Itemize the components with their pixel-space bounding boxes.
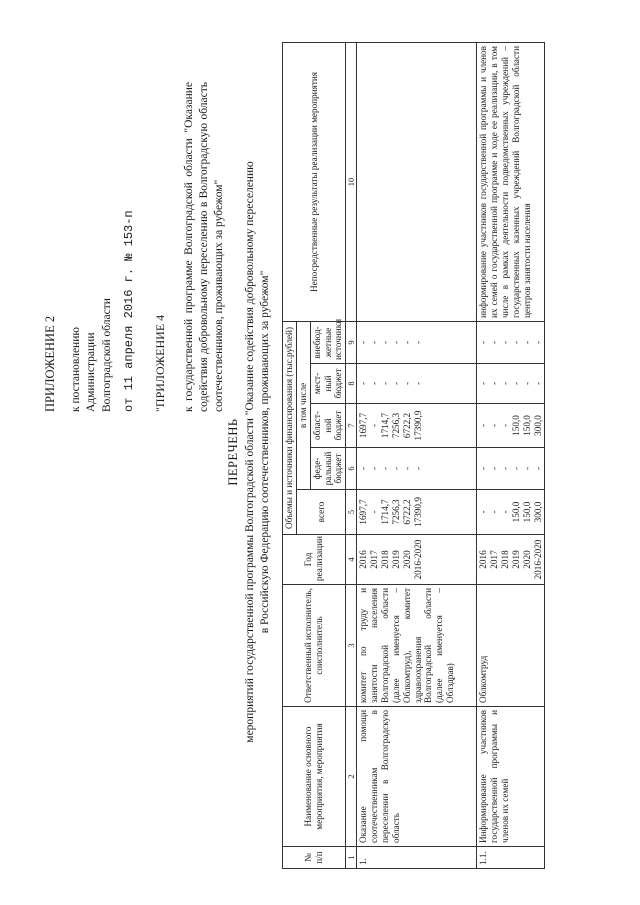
regional-value: 1714,7 xyxy=(380,412,391,439)
executor-cell: комитет по труду и занятости населения Волгоградской области (далее именуется – Облкомтруд), комитет здравоохранения Волгоградской области (далее именуется – Облздрав) xyxy=(357,585,477,707)
appendix-header xyxy=(42,82,227,412)
federal-value: - xyxy=(412,466,423,471)
regional-value: - xyxy=(478,423,489,428)
year-value: 2016 xyxy=(358,550,369,569)
year-value: 2017 xyxy=(489,550,500,569)
local-value: - xyxy=(478,381,489,386)
total-cell xyxy=(477,490,545,535)
total-value: - xyxy=(500,510,511,514)
total-value: 1697,7 xyxy=(358,499,369,525)
extra-value: - xyxy=(401,340,412,345)
year-value: 2018 xyxy=(500,550,511,569)
extra-value: - xyxy=(500,340,511,345)
row-number: 1.1. xyxy=(477,847,545,869)
federal-value: - xyxy=(478,466,489,471)
header-year: Год реализации xyxy=(283,535,346,585)
total-value: 17390,9 xyxy=(412,497,423,527)
decree-line: Администрации xyxy=(85,332,98,412)
federal-value: - xyxy=(369,466,380,471)
total-value: - xyxy=(369,510,380,514)
extra-value: - xyxy=(489,340,500,345)
federal-value: - xyxy=(380,466,391,471)
result-cell xyxy=(357,43,477,322)
header-executor: Ответственный исполнитель, соисполнитель xyxy=(283,585,346,707)
extra-value: - xyxy=(380,340,391,345)
extra-value: - xyxy=(358,340,369,345)
year-value: 2016-2020 xyxy=(532,539,543,580)
activity-name: Оказание помощи соотечественникам в переселении в Волгоградскую область xyxy=(357,707,477,847)
column-number: 4 xyxy=(346,535,357,585)
column-number: 3 xyxy=(346,585,357,707)
document-subtitle-line: мероприятий государственной программы Волгоградской области "Оказание содействия добровольному переселению xyxy=(244,161,257,743)
regional-value: - xyxy=(369,423,380,428)
local-value: - xyxy=(358,381,369,386)
year-value: 2018 xyxy=(380,550,391,569)
regional-value: - xyxy=(489,423,500,428)
year-value: 2019 xyxy=(390,550,401,569)
regional-value: 7256,3 xyxy=(390,412,401,439)
local-cell xyxy=(477,364,545,404)
year-value: 2019 xyxy=(510,550,521,569)
total-value: 7256,3 xyxy=(390,499,401,525)
regional-value: 150,0 xyxy=(510,415,521,436)
federal-value: - xyxy=(510,466,521,471)
extra-value: - xyxy=(478,340,489,345)
executor-cell: Облкомтруд xyxy=(477,585,545,707)
total-value: 300,0 xyxy=(532,501,543,523)
federal-cell xyxy=(477,448,545,490)
extra-value: - xyxy=(412,340,423,345)
federal-value: - xyxy=(401,466,412,471)
header-num: № п/п xyxy=(283,847,346,869)
program-reference: к государственной программе Волгоградской области "Оказание содействия добровольному переселению в Волгоградскую область соотечественников, проживающих за рубежом" xyxy=(182,82,225,412)
local-value: - xyxy=(369,381,380,386)
regional-cell xyxy=(477,404,545,448)
decree-date: от 11 апреля 2016 г. № 153-п xyxy=(122,210,137,412)
total-cell xyxy=(357,490,477,535)
extra-value: - xyxy=(532,340,543,345)
table-row xyxy=(357,43,477,869)
federal-value: - xyxy=(489,466,500,471)
header-regional: област- ной бюджет xyxy=(310,404,346,448)
local-value: - xyxy=(500,381,511,386)
local-value: - xyxy=(380,381,391,386)
document-title-block xyxy=(225,67,273,837)
total-value: - xyxy=(489,510,500,514)
year-value: 2017 xyxy=(369,550,380,569)
year-value: 2020 xyxy=(401,550,412,569)
years-cell xyxy=(357,535,477,585)
column-number: 5 xyxy=(346,490,357,535)
header-including: в том числе xyxy=(296,322,310,490)
total-value: 6722,2 xyxy=(401,499,412,525)
column-number: 1 xyxy=(346,847,357,869)
regional-value: - xyxy=(500,423,511,428)
header-activity-name: Наименование основного мероприятия, мероприятия xyxy=(283,707,346,847)
year-value: 2016-2020 xyxy=(412,539,423,580)
column-number: 9 xyxy=(346,322,357,364)
extra-value: - xyxy=(510,340,521,345)
extra-value: - xyxy=(369,340,380,345)
header-local: мест- ный бюджет xyxy=(310,364,346,404)
decree-line: Волгоградской области xyxy=(100,298,113,412)
result-cell: информирование участников государственной программы и членов их семей о государственной программе и ходе ее реализации, в том числе в рамках деятельности подведомственных учреждений – государственных казенных учреждений Волгоградской области центров занятости населения xyxy=(477,43,545,322)
federal-value: - xyxy=(358,466,369,471)
year-value: 2016 xyxy=(478,550,489,569)
header-funding: Объемы и источники финансирования (тыс.рублей) xyxy=(283,322,297,535)
header-result: Непосредственные результаты реализации мероприятия xyxy=(283,43,346,322)
header-federal: феде- ральный бюджет xyxy=(310,448,346,490)
decree-line: к постановлению xyxy=(69,327,82,412)
row-number: 1. xyxy=(357,847,477,869)
regional-value: 1697,7 xyxy=(358,412,369,439)
year-value: 2020 xyxy=(521,550,532,569)
header-extra: внебюд- жетные источники xyxy=(310,322,346,364)
local-value: - xyxy=(532,381,543,386)
federal-value: - xyxy=(532,466,543,471)
local-value: - xyxy=(521,381,532,386)
local-value: - xyxy=(390,381,401,386)
years-cell xyxy=(477,535,545,585)
regional-value: 6722,2 xyxy=(401,412,412,439)
local-value: - xyxy=(489,381,500,386)
appendix-4-title: "ПРИЛОЖЕНИЕ 4 xyxy=(152,314,167,412)
document-title: ПЕРЕЧЕНЬ xyxy=(226,418,240,486)
activity-name: Информирование участников государственной программы и членов их семей xyxy=(477,707,545,847)
federal-value: - xyxy=(390,466,401,471)
federal-cell xyxy=(357,448,477,490)
local-value: - xyxy=(401,381,412,386)
header-total: всего xyxy=(296,490,345,535)
regional-value: 300,0 xyxy=(532,415,543,436)
regional-value: 17390,9 xyxy=(412,410,423,441)
total-value: 150,0 xyxy=(510,501,521,523)
federal-value: - xyxy=(500,466,511,471)
regional-value: 150,0 xyxy=(521,415,532,436)
activities-table xyxy=(282,42,545,869)
local-value: - xyxy=(412,381,423,386)
appendix-title: ПРИЛОЖЕНИЕ 2 xyxy=(43,315,57,412)
column-number: 2 xyxy=(346,707,357,847)
document-page xyxy=(20,27,620,877)
column-number: 10 xyxy=(346,43,357,322)
local-cell xyxy=(357,364,477,404)
total-value: - xyxy=(478,510,489,514)
column-number: 6 xyxy=(346,448,357,490)
extra-cell xyxy=(477,322,545,364)
table-row xyxy=(477,43,545,869)
federal-value: - xyxy=(521,466,532,471)
total-value: 1714,7 xyxy=(380,499,391,525)
extra-value: - xyxy=(390,340,401,345)
extra-cell xyxy=(357,322,477,364)
regional-cell xyxy=(357,404,477,448)
column-number: 8 xyxy=(346,364,357,404)
column-number: 7 xyxy=(346,404,357,448)
document-subtitle-line: в Российскую Федерацию соотечественников, проживающих за рубежом" xyxy=(259,270,272,634)
extra-value: - xyxy=(521,340,532,345)
local-value: - xyxy=(510,381,521,386)
total-value: 150,0 xyxy=(521,501,532,523)
